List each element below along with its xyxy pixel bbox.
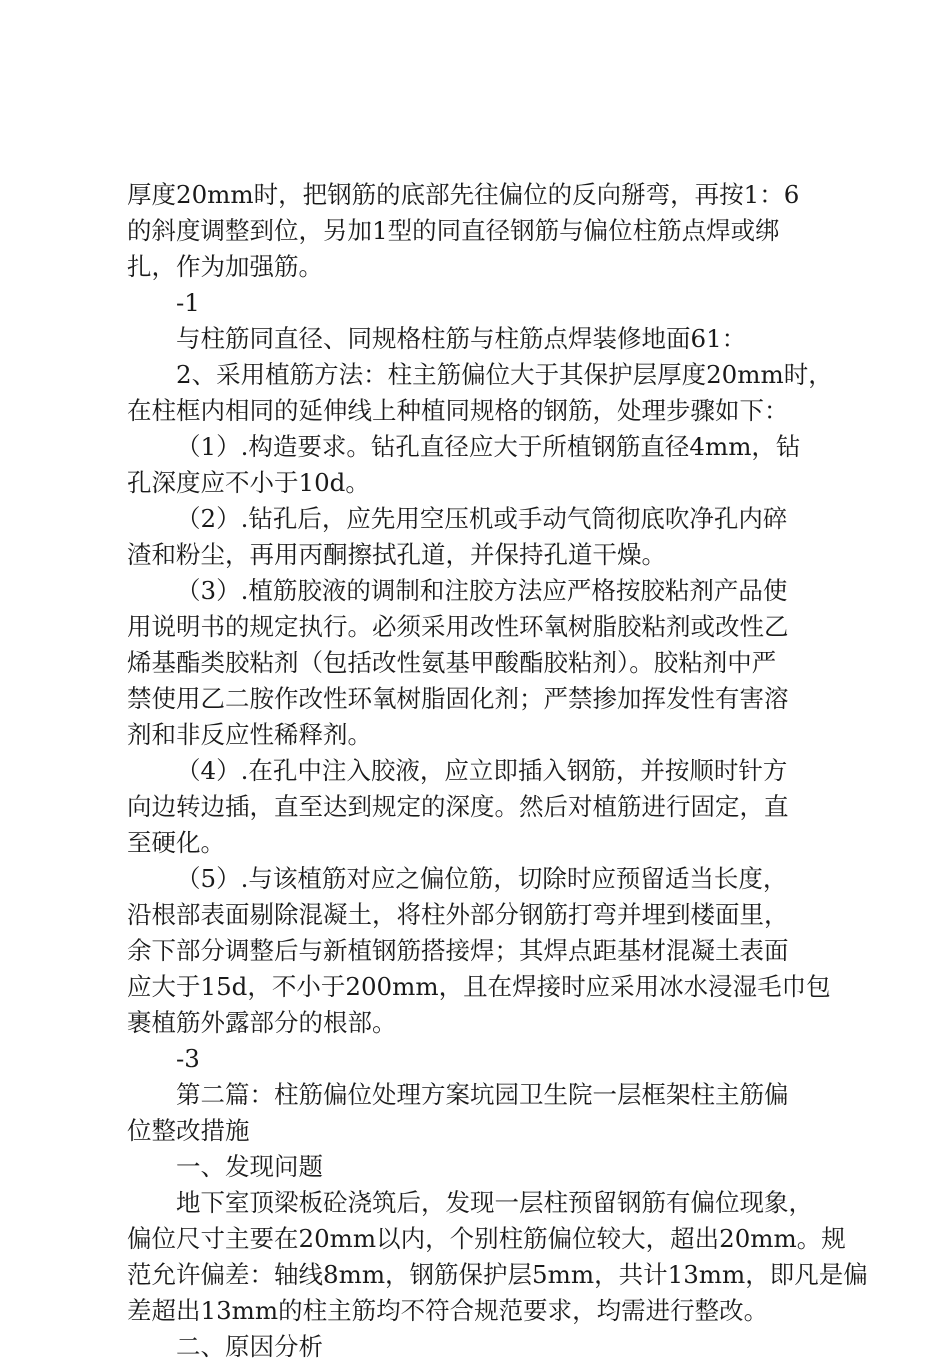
text-line: 向边转边插，直至达到规定的深度。然后对植筋进行固定，直 xyxy=(127,792,789,821)
text-line: 裹植筋外露部分的根部。 xyxy=(127,1008,397,1037)
text-line: 渣和粉尘，再用丙酮擦拭孔道，并保持孔道干燥。 xyxy=(127,540,666,569)
text-line: 应大于15d，不小于200mm，且在焊接时应采用冰水浸湿毛巾包 xyxy=(127,972,831,1001)
text-line: （4）.在孔中注入胶液，应立即插入钢筋，并按顺时针方 xyxy=(176,756,788,785)
text-line: 地下室顶梁板砼浇筑后，发现一层柱预留钢筋有偏位现象， xyxy=(176,1188,813,1217)
text-line: 在柱框内相同的延伸线上种植同规格的钢筋，处理步骤如下： xyxy=(127,396,789,425)
text-line: 禁使用乙二胺作改性环氧树脂固化剂；严禁掺加挥发性有害溶 xyxy=(127,684,789,713)
text-line: 二、原因分析 xyxy=(176,1332,323,1361)
text-line: （2）.钻孔后，应先用空压机或手动气筒彻底吹净孔内碎 xyxy=(176,504,788,533)
text-line: 差超出13mm的柱主筋均不符合规范要求，均需进行整改。 xyxy=(127,1296,769,1325)
text-line: 的斜度调整到位，另加1型的同直径钢筋与偏位柱筋点焊或绑 xyxy=(127,216,780,245)
text-line: （5）.与该植筋对应之偏位筋，切除时应预留适当长度， xyxy=(176,864,788,893)
text-line: 第二篇：柱筋偏位处理方案坑园卫生院一层框架柱主筋偏 xyxy=(176,1080,789,1109)
text-line: 一、发现问题 xyxy=(176,1152,323,1181)
text-line: -1 xyxy=(176,288,200,317)
text-line: 用说明书的规定执行。必须采用改性环氧树脂胶粘剂或改性乙 xyxy=(127,612,789,641)
text-line: -3 xyxy=(176,1044,200,1073)
text-line: 余下部分调整后与新植钢筋搭接焊；其焊点距基材混凝土表面 xyxy=(127,936,789,965)
text-line: 范允许偏差：轴线8mm，钢筋保护层5mm，共计13mm，即凡是偏 xyxy=(127,1260,868,1289)
text-line: 偏位尺寸主要在20mm以内，个别柱筋偏位较大，超出20mm。规 xyxy=(127,1224,846,1253)
text-line: （3）.植筋胶液的调制和注胶方法应严格按胶粘剂产品使 xyxy=(176,576,788,605)
text-line: 烯基酯类胶粘剂（包括改性氨基甲酸酯胶粘剂）。胶粘剂中严 xyxy=(127,648,777,677)
text-line: （1）.构造要求。钻孔直径应大于所植钢筋直径4mm，钻 xyxy=(176,432,801,461)
text-line: 沿根部表面剔除混凝土，将柱外部分钢筋打弯并埋到楼面里， xyxy=(127,900,789,929)
text-line: 2、采用植筋方法：柱主筋偏位大于其保护层厚度20mm时， xyxy=(176,360,833,389)
text-line: 厚度20mm时，把钢筋的底部先往偏位的反向掰弯，再按1：6 xyxy=(127,180,800,209)
text-line: 孔深度应不小于10d。 xyxy=(127,468,370,497)
text-line: 扎，作为加强筋。 xyxy=(127,252,323,281)
text-line: 位整改措施 xyxy=(127,1116,250,1145)
text-line: 至硬化。 xyxy=(127,828,225,857)
text-line: 剂和非反应性稀释剂。 xyxy=(127,720,372,749)
text-line: 与柱筋同直径、同规格柱筋与柱筋点焊装修地面61： xyxy=(176,324,747,353)
